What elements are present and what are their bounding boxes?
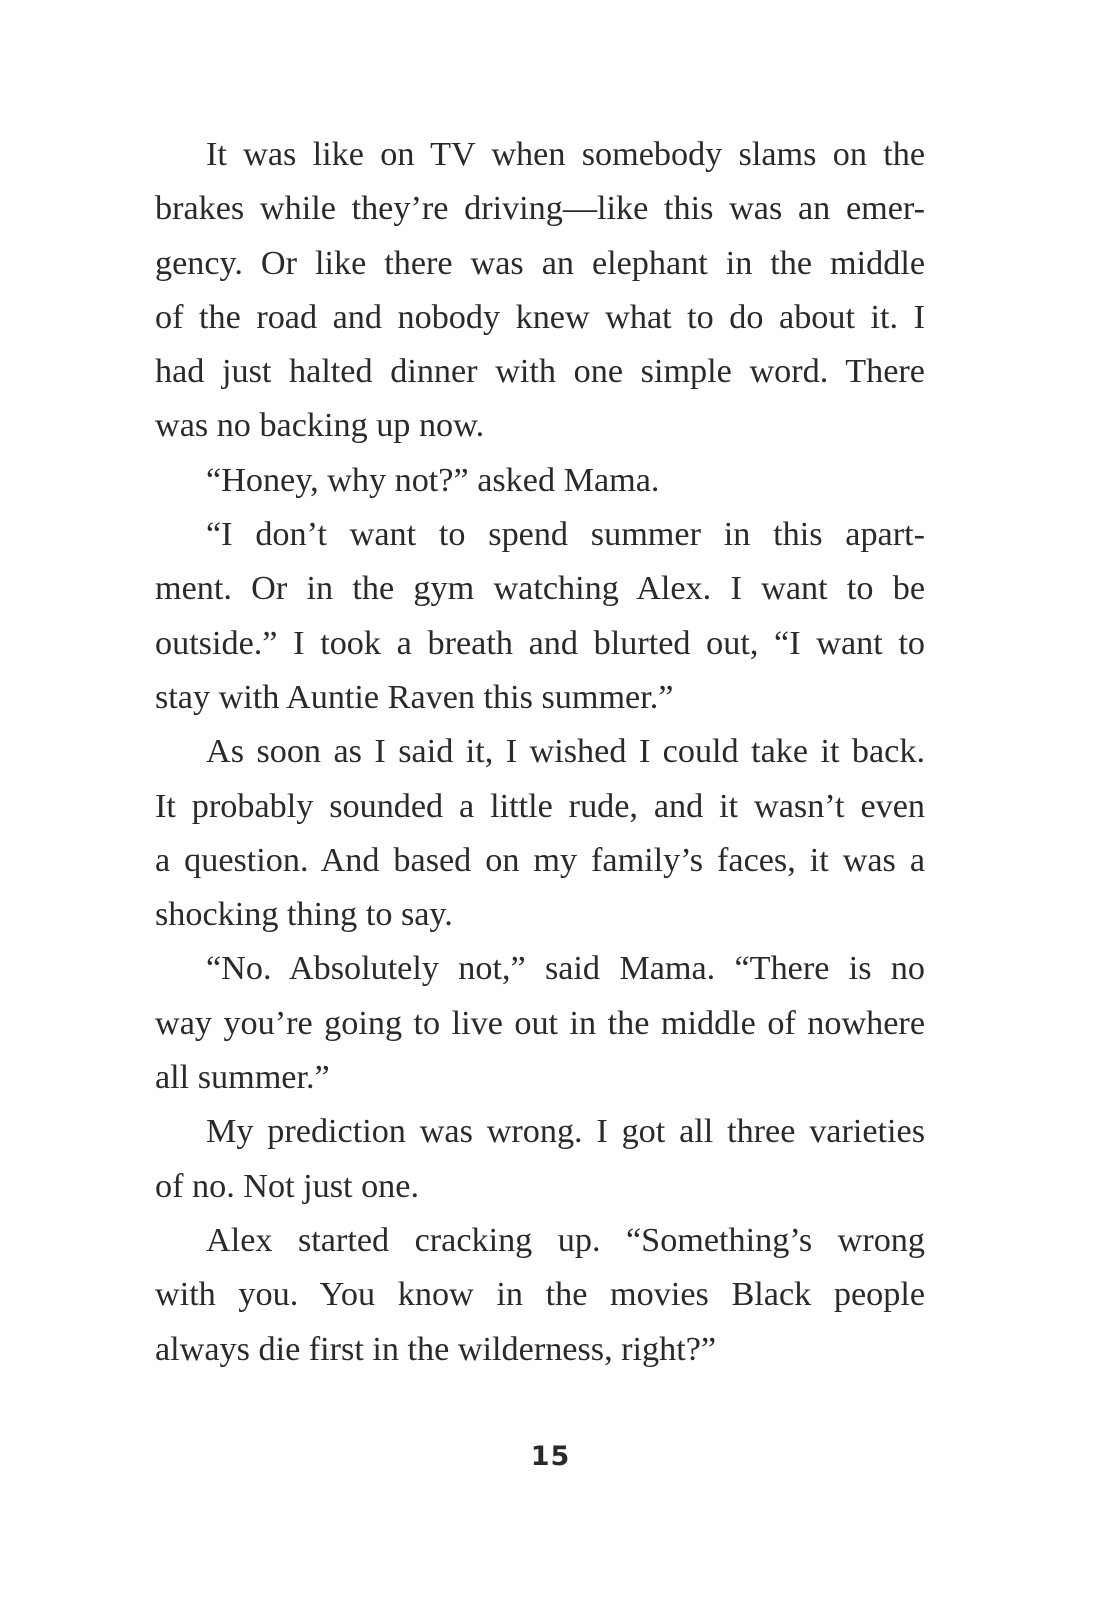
text-line: It was like on TV when somebody slams on the [206,136,925,173]
text-line: had just halted dinner with one simple word. There [155,353,925,391]
text-line: “No. Absolutely not,” said Mama. “There is no [206,950,925,988]
body-text [155,128,925,1377]
text-line: As soon as I said it, I wished I could take it back. [206,733,925,771]
text-line: gency. Or like there was an elephant in the middle [155,244,925,282]
text-line: of no. Not just one. [155,1167,419,1205]
text-line: shocking thing to say. [155,896,453,934]
text-line: with you. You know in the movies Black people [155,1276,925,1314]
text-line: brakes while they’re driving—like this was an emer- [155,190,925,228]
text-line: Alex started cracking up. “Something’s wrong [206,1221,925,1259]
text-line: of the road and nobody knew what to do about it. I [155,298,925,336]
text-line: ment. Or in the gym watching Alex. I want to be [155,570,925,608]
text-line: “Honey, why not?” asked Mama. [206,461,660,499]
page-number: 15 [530,1441,571,1472]
text-line: a question. And based on my family’s faces, it was a [155,841,925,879]
text-line: stay with Auntie Raven this summer.” [155,678,674,716]
text-line: My prediction was wrong. I got all three varieties [206,1113,925,1151]
text-line: outside.” I took a breath and blurted out, “I want to [155,624,925,662]
text-line: It probably sounded a little rude, and it wasn’t even [155,787,925,825]
text-line: “I don’t want to spend summer in this apart- [206,516,925,554]
text-line: way you’re going to live out in the middle of nowhere [155,1004,925,1042]
text-line: all summer.” [155,1059,330,1097]
text-line: was no backing up now. [155,407,485,445]
text-line: always die first in the wilderness, right?” [155,1330,717,1368]
